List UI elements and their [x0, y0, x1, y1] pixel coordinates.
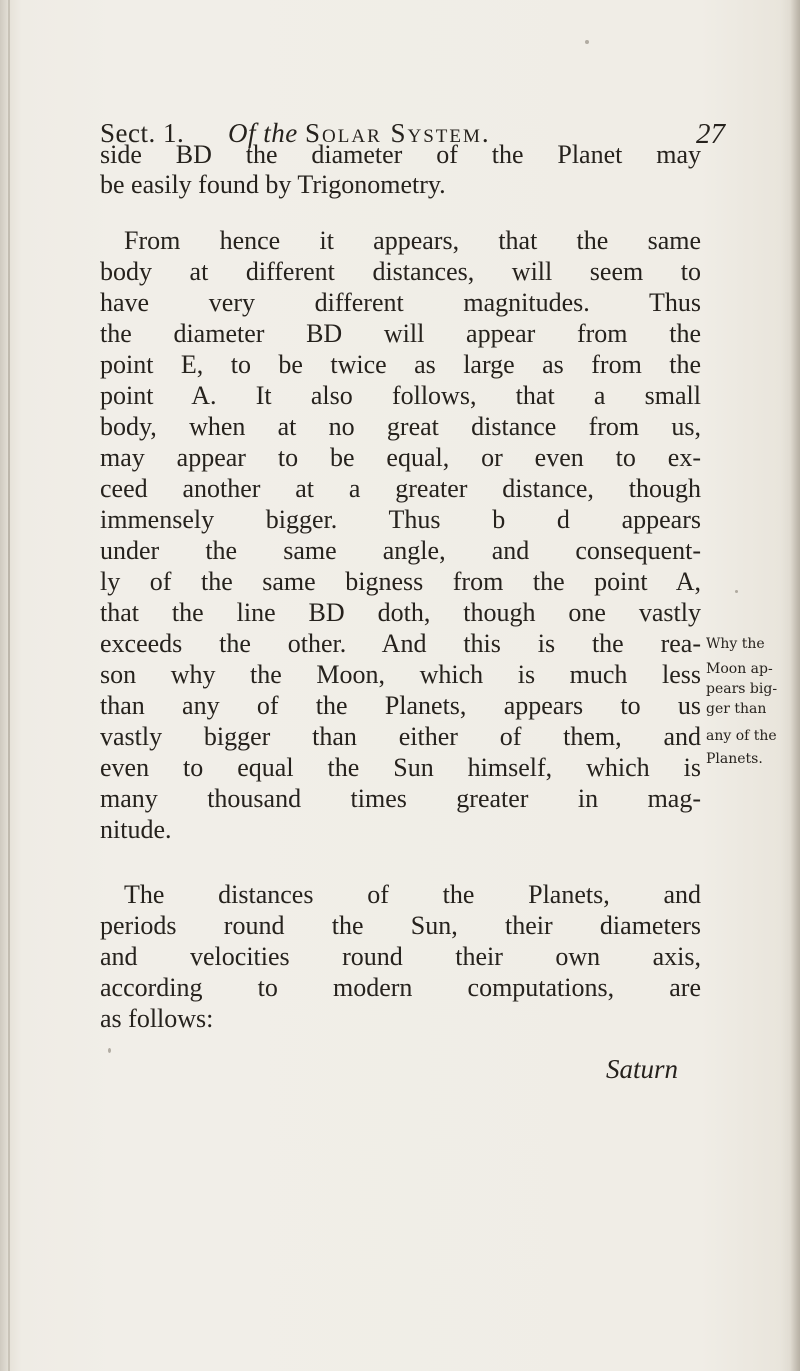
text-line: The distances of the Planets, and — [124, 880, 701, 909]
text-line: son why the Moon, which is much less — [100, 660, 701, 689]
text-line: body, when at no great distance from us, — [100, 412, 701, 441]
text-line: as follows: — [100, 1004, 214, 1033]
text-line: and velocities round their own axis, — [100, 942, 701, 971]
text-line: ceed another at a greater distance, though — [100, 474, 701, 503]
text-line: vastly bigger than either of them, and — [100, 722, 701, 751]
margin-note-line: Why the — [706, 636, 765, 652]
text-line: may appear to be equal, or even to ex- — [100, 443, 701, 472]
text-line: immensely bigger. Thus b d appears — [100, 505, 701, 534]
text-line: have very different magnitudes. Thus — [100, 288, 701, 317]
section-label: Sect. 1. — [100, 118, 185, 148]
text-line: body at different distances, will seem to — [100, 257, 701, 286]
text-line: ly of the same bigness from the point A, — [100, 567, 701, 596]
paper-speck — [108, 1048, 111, 1053]
catchword: Saturn — [606, 1054, 679, 1084]
running-title-main: Solar System. — [305, 118, 491, 148]
margin-note-line: Planets. — [706, 751, 763, 767]
text-line: exceeds the other. And this is the rea- — [100, 629, 701, 658]
text-line: according to modern computations, are — [100, 973, 701, 1002]
text-line: point E, to be twice as large as from the — [100, 350, 701, 379]
paper-speck — [585, 40, 589, 44]
text-line: nitude. — [100, 815, 172, 844]
page-number: 27 — [696, 118, 725, 150]
text-line: periods round the Sun, their diameters — [100, 911, 701, 940]
margin-note-line: Moon ap- — [706, 661, 773, 677]
margin-note-line: ger than — [706, 701, 767, 717]
margin-note-line: any of the — [706, 728, 777, 744]
paper-speck — [735, 590, 738, 593]
text-line: even to equal the Sun himself, which is — [100, 753, 701, 782]
margin-note-line: pears big- — [706, 681, 778, 697]
text-line: many thousand times greater in mag- — [100, 784, 701, 813]
binding-gutter — [8, 0, 10, 1371]
text-line: From hence it appears, that the same — [124, 226, 701, 255]
running-title-prefix: Of the — [228, 118, 298, 148]
text-line: that the line BD doth, though one vastly — [100, 598, 701, 627]
text-line: under the same angle, and consequent- — [100, 536, 701, 565]
text-line: point A. It also follows, that a small — [100, 381, 701, 410]
text-line: be easily found by Trigonometry. — [100, 170, 446, 199]
text-line: side BD the diameter of the Planet may — [100, 140, 701, 169]
text-line: the diameter BD will appear from the — [100, 319, 701, 348]
text-line: than any of the Planets, appears to us — [100, 691, 701, 720]
